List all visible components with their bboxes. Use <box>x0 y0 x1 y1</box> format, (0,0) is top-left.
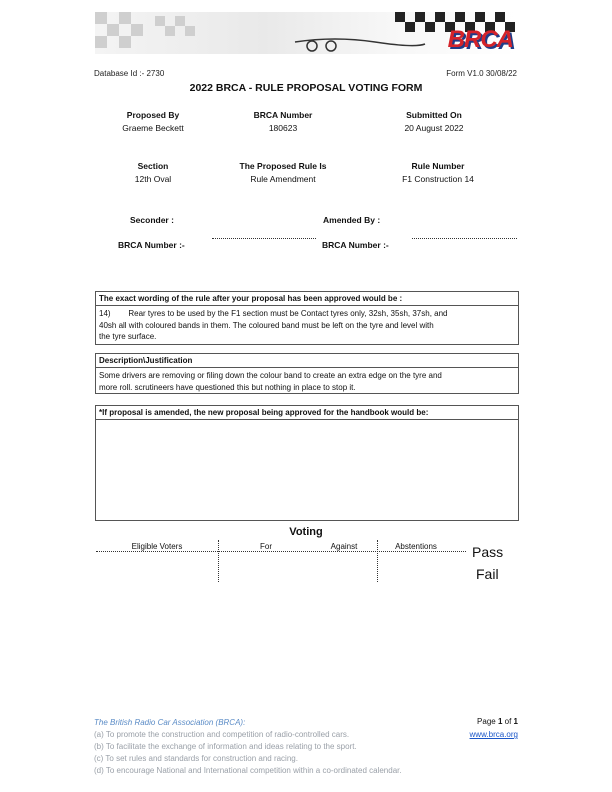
header-banner <box>95 12 517 54</box>
submitted-on-field <box>376 110 492 133</box>
voting-title: Voting <box>289 526 323 538</box>
voting-table <box>96 538 466 584</box>
proposed-by-field <box>98 110 208 133</box>
page-title: 2022 BRCA - RULE PROPOSAL VOTING FORM <box>189 82 423 94</box>
rule-number-label: Rule Number <box>411 161 465 171</box>
eligible-voters-label: Eligible Voters <box>131 542 183 551</box>
description-text: Some drivers are removing or filing down the colour band to create an extra edge on the tyre and more roll. scrutineers have questioned this but nothing in place to stop it. <box>99 371 442 392</box>
rule-number-field <box>376 161 500 184</box>
amended-proposal-text-area[interactable] <box>96 420 518 520</box>
submitted-on-label: Submitted On <box>406 110 462 120</box>
footer-aim-a: (a) To promote the construction and competition of radio-controlled cars. <box>94 730 350 739</box>
rule-wording-text: 14) Rear tyres to be used by the F1 section must be Contact tyres only, 32sh, 35sh, 37sh, and 40sh all with coloured bands in them. The coloured band must be left on the tyre and level with the tyre surface. <box>99 309 448 341</box>
footer-aim-c: (c) To set rules and standards for construction and racing. <box>94 754 298 763</box>
section-label: Section <box>137 161 169 171</box>
rule-wording-header: The exact wording of the rule after your proposal has been approved would be : <box>96 292 518 306</box>
page-number: Page 1 of 1 <box>477 717 518 726</box>
amended-by-label: Amended By : <box>323 215 381 225</box>
form-version: Form V1.0 30/08/22 <box>446 69 517 78</box>
against-label: Against <box>330 542 358 551</box>
proposed-by-value: Graeme Beckett <box>122 123 184 133</box>
brca-number-field <box>228 110 338 133</box>
abstentions-label: Abstentions <box>395 542 437 551</box>
brca-number-label: BRCA Number <box>253 110 313 120</box>
seconder-brca-number-label: BRCA Number :- <box>118 240 185 250</box>
proposed-rule-field <box>218 161 348 184</box>
section-field <box>98 161 208 184</box>
rule-number-value: F1 Construction 14 <box>402 174 474 184</box>
brca-number-value: 180623 <box>268 123 298 133</box>
proposed-rule-value: Rule Amendment <box>250 174 316 184</box>
footer-aim-b: (b) To facilitate the exchange of information and ideas relating to the sport. <box>94 742 357 751</box>
amended-proposal-header: *If proposal is amended, the new proposal being approved for the handbook would be: <box>96 406 518 420</box>
seconder-brca-number-field[interactable] <box>212 238 316 239</box>
description-header: Description\Justification <box>96 354 518 368</box>
rule-wording-box <box>95 291 519 345</box>
footer-aims <box>94 717 474 777</box>
brca-logo <box>448 26 513 54</box>
seconder-label: Seconder : <box>130 215 174 225</box>
section-value: 12th Oval <box>134 174 172 184</box>
proposed-by-label: Proposed By <box>126 110 180 120</box>
website-link[interactable]: www.brca.org <box>469 730 518 739</box>
rule-wording-number: 14) <box>99 309 111 318</box>
amended-proposal-box <box>95 405 519 521</box>
footer-aim-d: (d) To encourage National and International competition within a co-ordinated calendar. <box>94 766 402 775</box>
pass-option[interactable]: Pass <box>472 544 504 560</box>
submitted-on-value: 20 August 2022 <box>404 123 464 133</box>
fail-option[interactable]: Fail <box>476 566 499 582</box>
proposed-rule-label: The Proposed Rule Is <box>239 161 327 171</box>
amended-brca-number-field[interactable] <box>412 238 517 239</box>
database-id: Database Id :- 2730 <box>94 69 165 78</box>
description-box <box>95 353 519 394</box>
voting-divider-1 <box>218 540 219 582</box>
voting-divider-2 <box>377 540 378 582</box>
voting-header-line <box>96 551 466 552</box>
brca-logo-text: BRCA <box>447 26 513 53</box>
amended-brca-number-label: BRCA Number :- <box>322 240 389 250</box>
for-label: For <box>260 542 272 551</box>
footer-org-name: The British Radio Car Association (BRCA): <box>94 718 246 727</box>
